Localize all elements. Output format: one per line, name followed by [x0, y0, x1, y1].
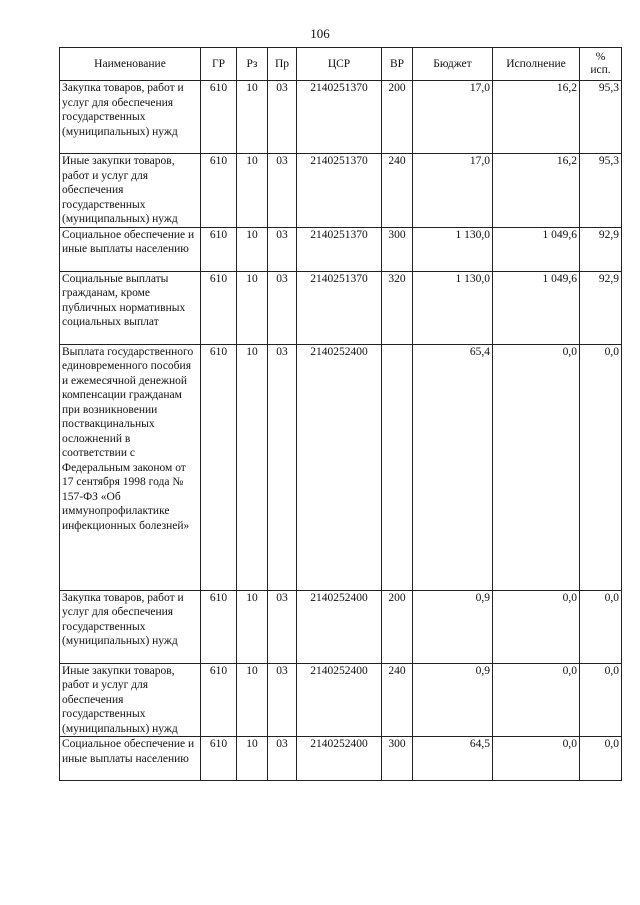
row-pr: 03: [268, 344, 297, 590]
row-csr: 2140252400: [297, 344, 382, 590]
row-budget: 0,9: [413, 590, 493, 663]
row-execution: 0,0: [493, 663, 580, 737]
header-vr: ВР: [382, 48, 413, 81]
row-vr: 240: [382, 154, 413, 228]
row-vr: 240: [382, 663, 413, 737]
row-rz: 10: [237, 154, 268, 228]
row-gr: 610: [201, 737, 237, 781]
row-gr: 610: [201, 663, 237, 737]
header-execution: Исполнение: [493, 48, 580, 81]
row-budget: 17,0: [413, 154, 493, 228]
row-pr: 03: [268, 271, 297, 344]
row-vr: [382, 344, 413, 590]
row-vr: 200: [382, 81, 413, 154]
row-rz: 10: [237, 737, 268, 781]
row-pr: 03: [268, 663, 297, 737]
row-execution: 0,0: [493, 590, 580, 663]
row-csr: 2140252400: [297, 663, 382, 737]
table-row: [60, 590, 622, 663]
row-name: Иные закупки товаров, работ и услуг для обеспечения государственных (муниципальных) нужд: [60, 154, 201, 228]
row-csr: 2140252400: [297, 590, 382, 663]
row-budget: 17,0: [413, 81, 493, 154]
table-row: [60, 344, 622, 590]
row-budget: 64,5: [413, 737, 493, 781]
row-gr: 610: [201, 344, 237, 590]
row-csr: 2140251370: [297, 271, 382, 344]
row-pr: 03: [268, 81, 297, 154]
row-budget: 1 130,0: [413, 227, 493, 271]
row-budget: 65,4: [413, 344, 493, 590]
row-execution: 1 049,6: [493, 271, 580, 344]
table-row: [60, 271, 622, 344]
row-rz: 10: [237, 663, 268, 737]
row-percent: 0,0: [580, 590, 622, 663]
row-percent: 0,0: [580, 737, 622, 781]
row-name: Иные закупки товаров, работ и услуг для обеспечения государственных (муниципальных) нужд: [60, 663, 201, 737]
row-vr: 300: [382, 227, 413, 271]
row-name: Закупка товаров, работ и услуг для обеспечения государственных (муниципальных) нужд: [60, 590, 201, 663]
row-execution: 16,2: [493, 81, 580, 154]
row-rz: 10: [237, 81, 268, 154]
row-name: Социальное обеспечение и иные выплаты населению: [60, 227, 201, 271]
row-csr: 2140251370: [297, 81, 382, 154]
row-rz: 10: [237, 590, 268, 663]
row-gr: 610: [201, 227, 237, 271]
row-gr: 610: [201, 271, 237, 344]
table-row: [60, 81, 622, 154]
row-execution: 1 049,6: [493, 227, 580, 271]
row-percent: 92,9: [580, 271, 622, 344]
row-vr: 200: [382, 590, 413, 663]
header-name: Наименование: [60, 48, 201, 81]
row-gr: 610: [201, 590, 237, 663]
row-percent: 95,3: [580, 81, 622, 154]
row-vr: 320: [382, 271, 413, 344]
budget-table: [59, 47, 622, 781]
row-budget: 1 130,0: [413, 271, 493, 344]
table-row: [60, 663, 622, 737]
row-execution: 16,2: [493, 154, 580, 228]
page-number: 106: [310, 26, 330, 41]
row-csr: 2140252400: [297, 737, 382, 781]
table-row: [60, 737, 622, 781]
row-csr: 2140251370: [297, 227, 382, 271]
row-rz: 10: [237, 227, 268, 271]
header-pr: Пр: [268, 48, 297, 81]
header-rz: Рз: [237, 48, 268, 81]
row-percent: 0,0: [580, 344, 622, 590]
row-percent: 0,0: [580, 663, 622, 737]
row-gr: 610: [201, 154, 237, 228]
row-rz: 10: [237, 344, 268, 590]
row-name: Социальное обеспечение и иные выплаты населению: [60, 737, 201, 781]
table-header-row: [60, 48, 622, 81]
row-gr: 610: [201, 81, 237, 154]
header-budget: Бюджет: [413, 48, 493, 81]
row-rz: 10: [237, 271, 268, 344]
row-vr: 300: [382, 737, 413, 781]
row-pr: 03: [268, 590, 297, 663]
row-name: Закупка товаров, работ и услуг для обеспечения государственных (муниципальных) нужд: [60, 81, 201, 154]
row-pr: 03: [268, 737, 297, 781]
row-percent: 95,3: [580, 154, 622, 228]
row-csr: 2140251370: [297, 154, 382, 228]
row-execution: 0,0: [493, 344, 580, 590]
header-percent: % исп.: [580, 48, 622, 81]
row-name: Социальные выплаты гражданам, кроме публичных нормативных социальных выплат: [60, 271, 201, 344]
row-budget: 0,9: [413, 663, 493, 737]
header-gr: ГР: [201, 48, 237, 81]
row-pr: 03: [268, 154, 297, 228]
row-name: Выплата государственного единовременного пособия и ежемесячной денежной компенсации гражданам при возникновении поствакцинальных осложнений в соответствии с Федеральным законом от 17 сентября 1998 года № 157-ФЗ «Об иммунопрофилактике инфекционных болезней»: [60, 344, 201, 590]
header-csr: ЦСР: [297, 48, 382, 81]
table-row: [60, 227, 622, 271]
table-row: [60, 154, 622, 228]
row-percent: 92,9: [580, 227, 622, 271]
row-pr: 03: [268, 227, 297, 271]
row-execution: 0,0: [493, 737, 580, 781]
